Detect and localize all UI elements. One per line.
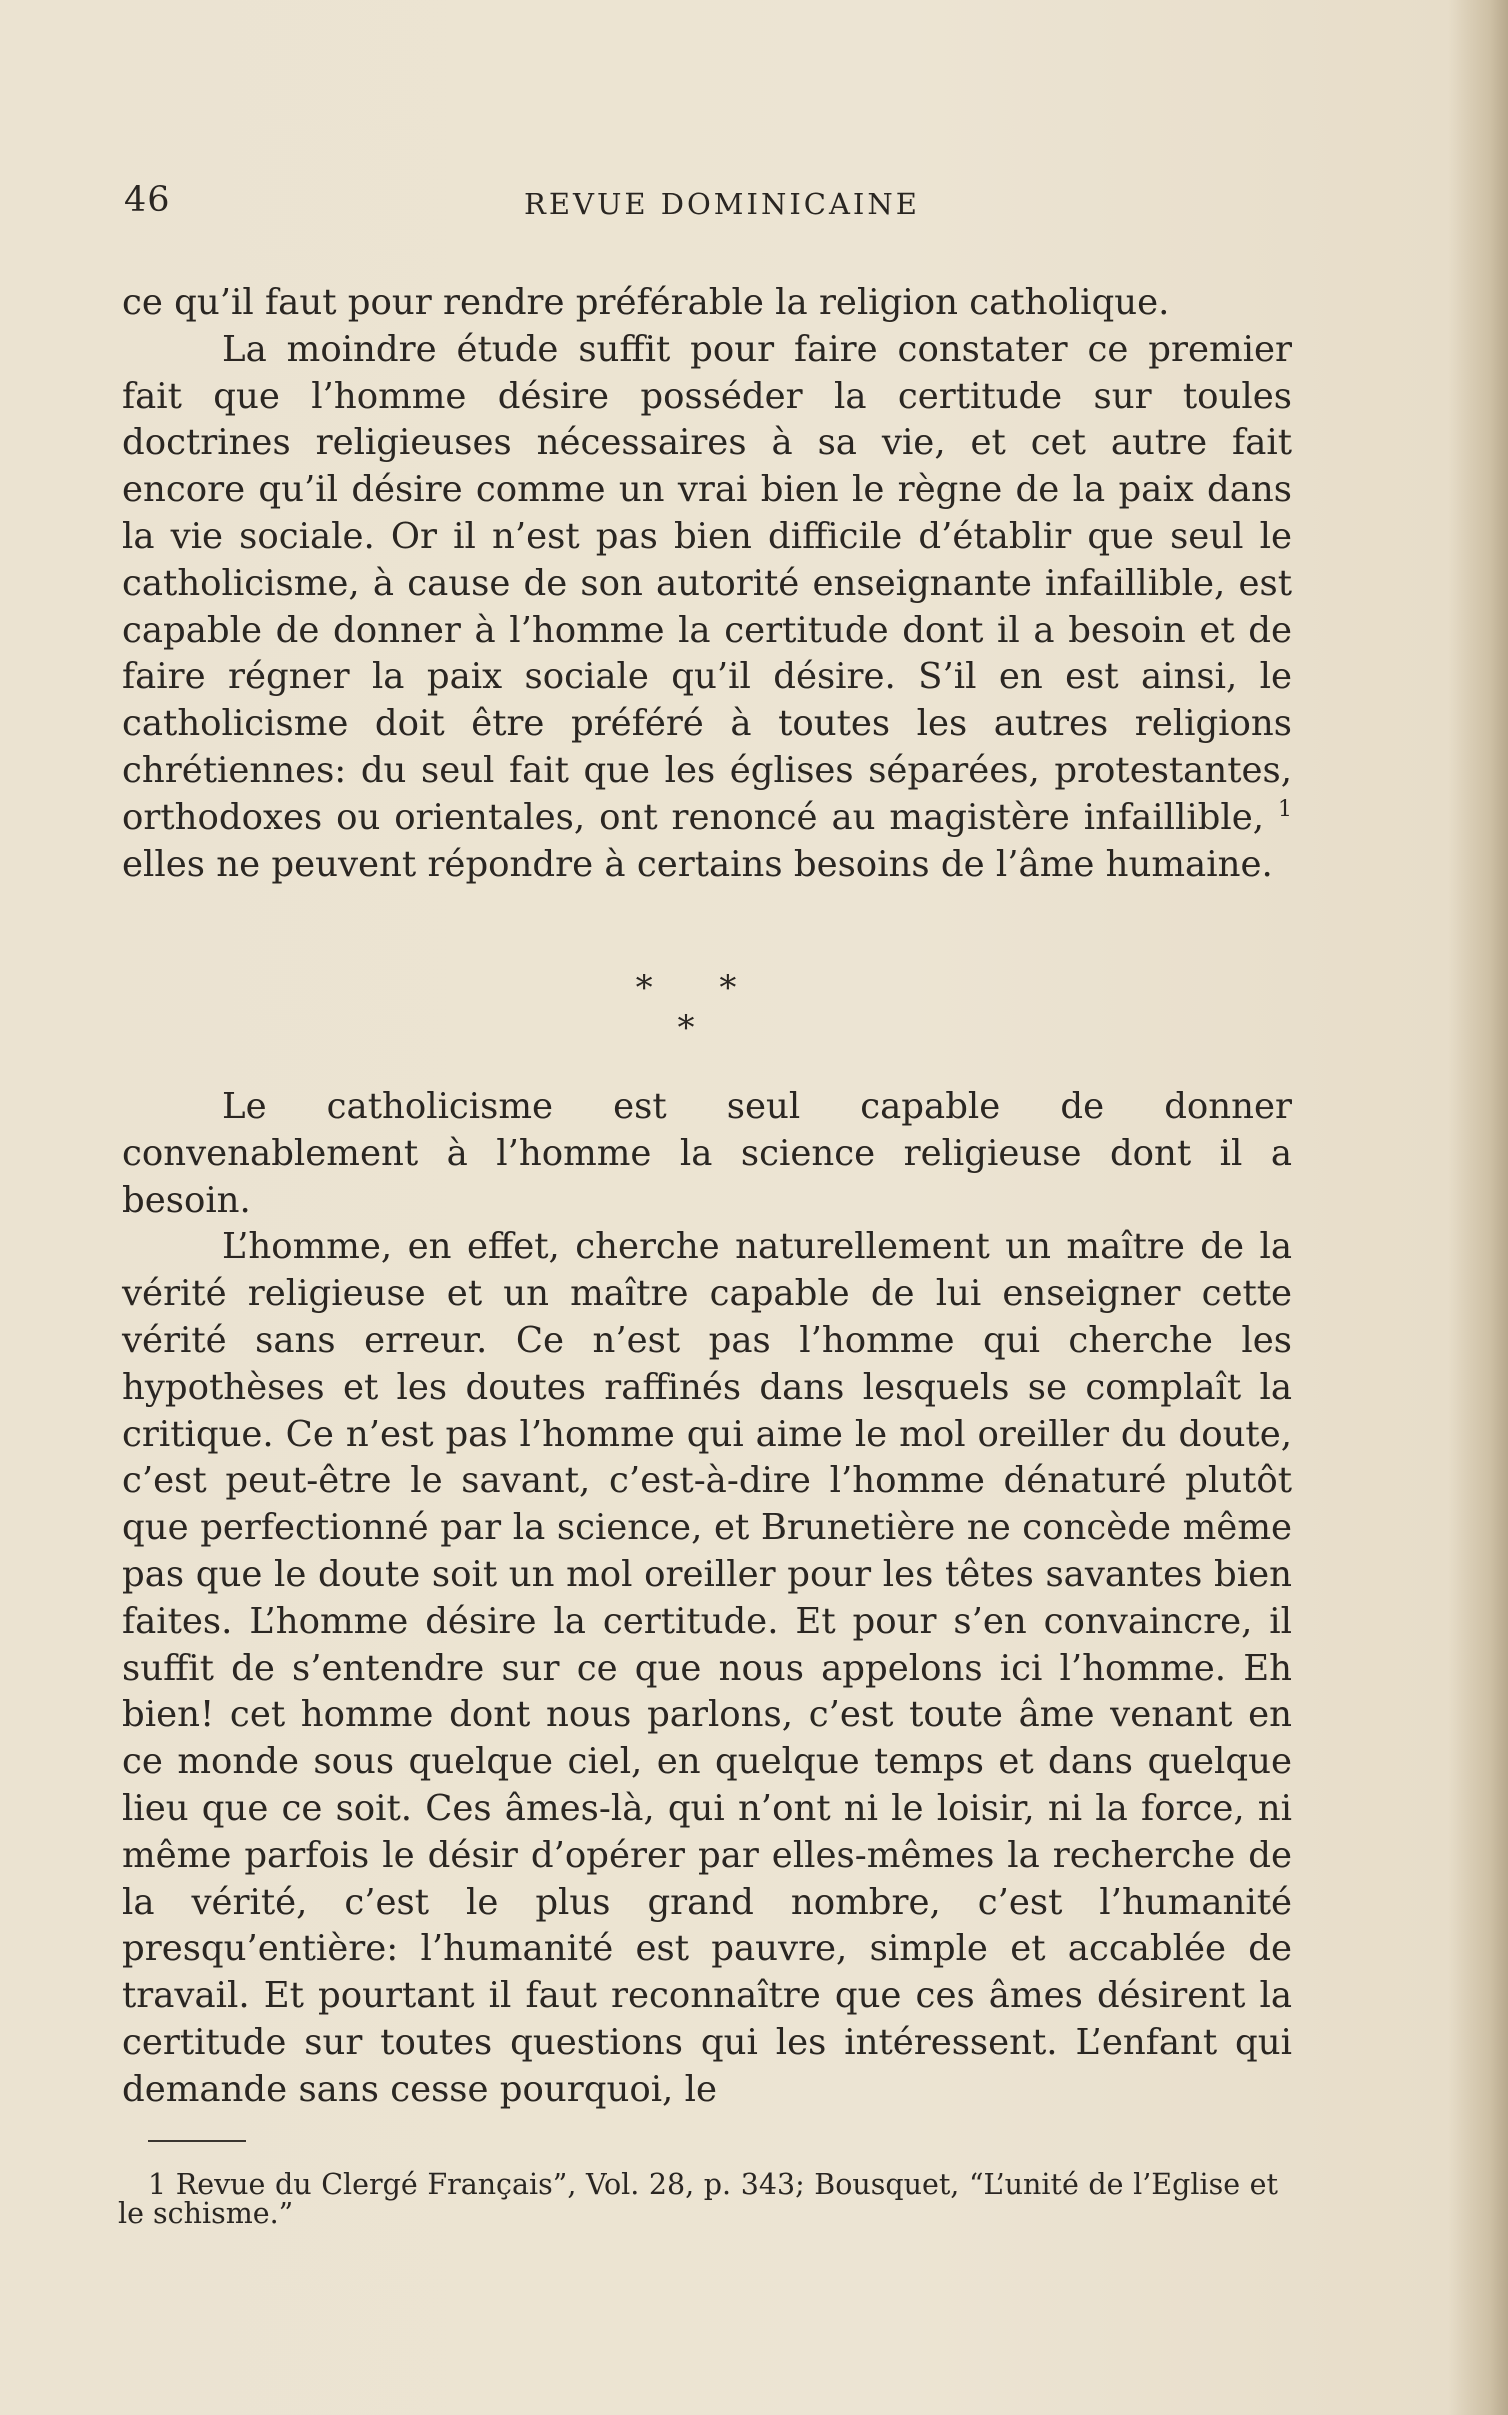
- paragraph-text: La moindre étude suffit pour faire constater ce premier fait que l’homme désire posséder la certitude sur toules doctrines religieuses nécessaires à sa vie, et cet autre fait encore qu’il désire comme un vrai bien le règne de la paix dans la vie sociale. Or il n’est pas bien difficile d’établir que seul le catholicisme, à cause de son autorité enseignante infaillible, est capable de donner à l’homme la certitude dont il a besoin et de faire régner la paix sociale qu’il désire. S’il en est ainsi, le catholicisme doit être préféré à toutes les autres religions chrétiennes: du seul fait que les églises séparées, protestantes, orthodoxes ou orientales, ont renoncé au magistère infaillible,: [122, 328, 1292, 838]
- paragraph-continuation: ce qu’il faut pour rendre préférable la religion catholique.: [122, 282, 1170, 323]
- footnote-marker: 1: [148, 2168, 167, 2201]
- footnote: [118, 2170, 1278, 2228]
- body-section-2: [122, 1084, 1292, 2114]
- page-header: [124, 180, 1274, 230]
- paragraph: [122, 327, 1292, 889]
- section-separator: * * *: [635, 968, 765, 1048]
- page-edge-shadow: [1448, 0, 1508, 2415]
- footnote-divider: [148, 2140, 246, 2142]
- footnote-text: Revue du Clergé Français”, Vol. 28, p. 343; Bousquet, “L’unité de l’Eglise et le schisme.”: [118, 2168, 1279, 2230]
- paragraph: Le catholicisme est seul capable de donner convenablement à l’homme la science religieuse dont il a besoin.: [122, 1086, 1292, 1221]
- page-number: 46: [124, 180, 171, 220]
- footnote-reference: 1: [1278, 796, 1293, 822]
- paragraph-text-end: elles ne peuvent répondre à certains besoins de l’âme humaine.: [122, 843, 1273, 885]
- paragraph: L’homme, en effet, cherche naturellement un maître de la vérité religieuse et un maître capable de lui enseigner cette vérité sans erreur. Ce n’est pas l’homme qui cherche les hypothèses et les doutes raffinés dans lesquels se complaît la critique. Ce n’est pas l’homme qui aime le mol oreiller du doute, c’est peut-être le savant, c’est-à-dire l’homme dénaturé plutôt que perfectionné par la science, et Brunetière ne concède même pas que le doute soit un mol oreiller pour les têtes savantes bien faites. L’homme désire la certitude. Et pour s’en convaincre, il suffit de s’entendre sur ce que nous appelons ici l’homme. Eh bien! cet homme dont nous parlons, c’est toute âme venant en ce monde sous quelque ciel, en quelque temps et dans quelque lieu que ce soit. Ces âmes-là, qui n’ont ni le loisir, ni la force, ni même parfois le désir d’opérer par elles-mêmes la recherche de la vérité, c’est le plus grand nombre, c’est l’humanité presqu’entière: l’humanité est pauvre, simple et accablée de travail. Et pourtant il faut reconnaître que ces âmes désirent la certitude sur toutes questions qui les intéressent. L’enfant qui demande sans cesse pourquoi, le: [122, 1226, 1292, 2110]
- running-title: REVUE DOMINICAINE: [524, 187, 920, 221]
- body-section-1: [122, 280, 1292, 888]
